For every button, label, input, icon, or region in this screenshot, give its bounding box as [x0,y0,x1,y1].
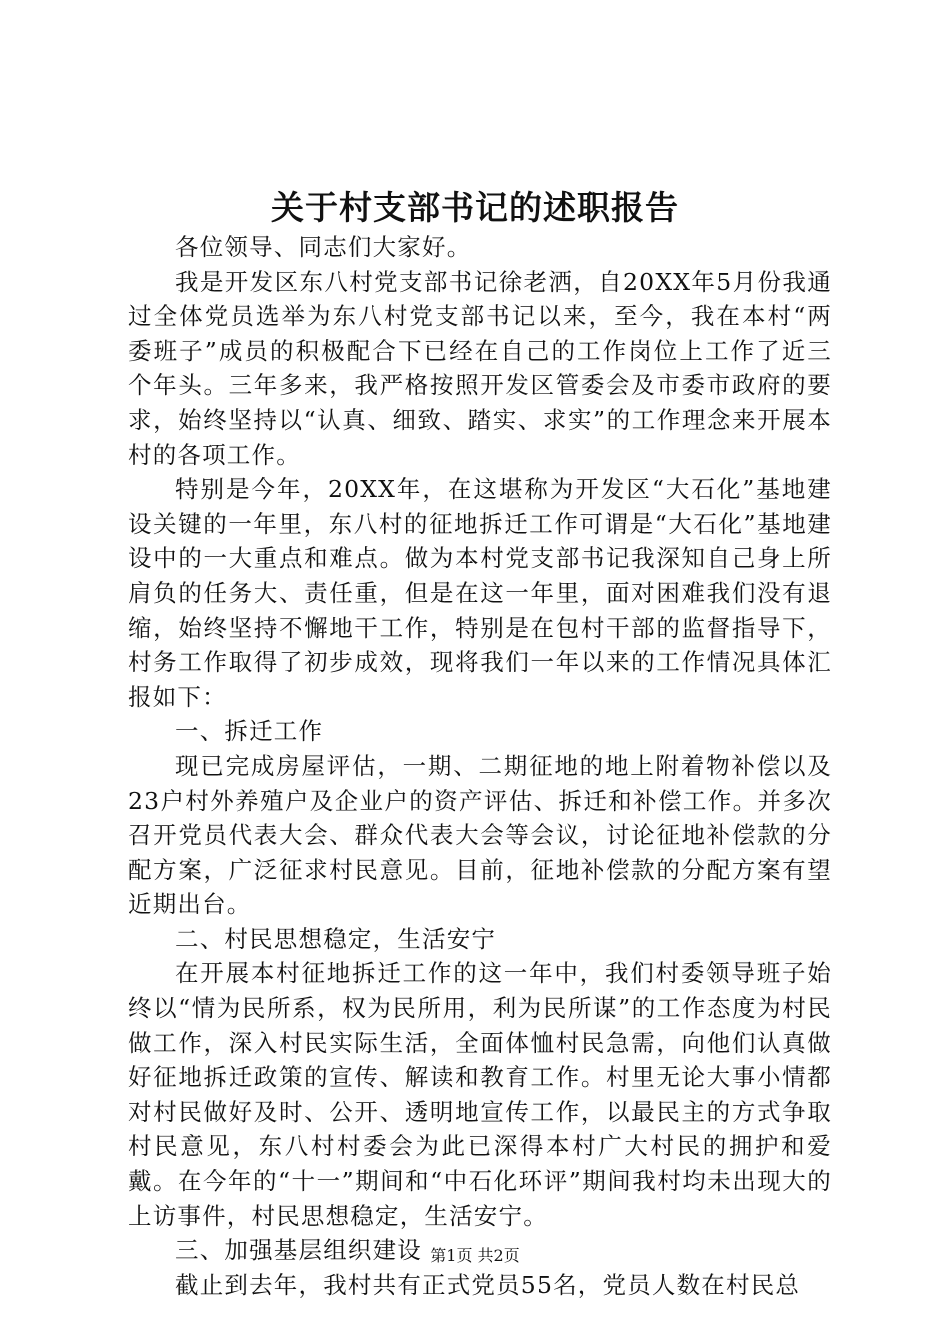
paragraph-this-year: 特别是今年，20XX年，在这堪称为开发区“大石化”基地建设关键的一年里，东八村的征地拆迁工作可谓是“大石化”基地建设中的一大重点和难点。做为本村党支部书记我深知自己身上所肩负的任务大、责任重，但是在这一年里，面对困难我们没有退缩，始终坚持不懈地干工作，特别是在包村干部的监督指导下，村务工作取得了初步成效，现将我们一年以来的工作情况具体汇报如下： [128,475,832,711]
paragraph-demolition: 现已完成房屋评估，一期、二期征地的地上附着物补偿以及23户村外养殖户及企业户的资产评估、拆迁和补偿工作。并多次召开党员代表大会、群众代表大会等会议，讨论征地补偿款的分配方案，广泛征求村民意见。目前，征地补偿款的分配方案有望近期出台。 [128,751,832,919]
paragraph-introduction: 我是开发区东八村党支部书记徐老洒，自20XX年5月份我通过全体党员选举为东八村党支部书记以来，至今，我在本村“两委班子”成员的积极配合下已经在自己的工作岗位上工作了近三个年头。三年多来，我严格按照开发区管委会及市委市政府的要求，始终坚持以“认真、细致、踏实、求实”的工作理念来开展本村的各项工作。 [128,267,832,469]
section-heading-demolition: 一、拆迁工作 [175,717,324,746]
document-body [128,230,832,1302]
paragraph-stability: 在开展本村征地拆迁工作的这一年中，我们村委领导班子始终以“情为民所系，权为民所用，利为民所谋”的工作态度为村民做工作，深入村民实际生活，全面体恤村民急需，向他们认真做好征地拆迁政策的宣传、解读和教育工作。村里无论大事小情都对村民做好及时、公开、透明地宣传工作，以最民主的方式争取村民意见，东八村村委会为此已深得本村广大村民的拥护和爱戴。在今年的“十一”期间和“中石化环评”期间我村均未出现大的上访事件，村民思想稳定，生活安宁。 [128,959,832,1230]
page-number-footer: 第1页 共2页 [430,1246,520,1265]
paragraph-greeting: 各位领导、同志们大家好。 [175,233,472,261]
paragraph-organization: 截止到去年，我村共有正式党员55名，党员人数在村民总 [175,1270,801,1299]
document-title: 关于村支部书记的述职报告 [271,188,679,227]
section-heading-stability: 二、村民思想稳定，生活安宁 [175,924,497,953]
section-heading-organization: 三、加强基层组织建设 [175,1236,422,1265]
